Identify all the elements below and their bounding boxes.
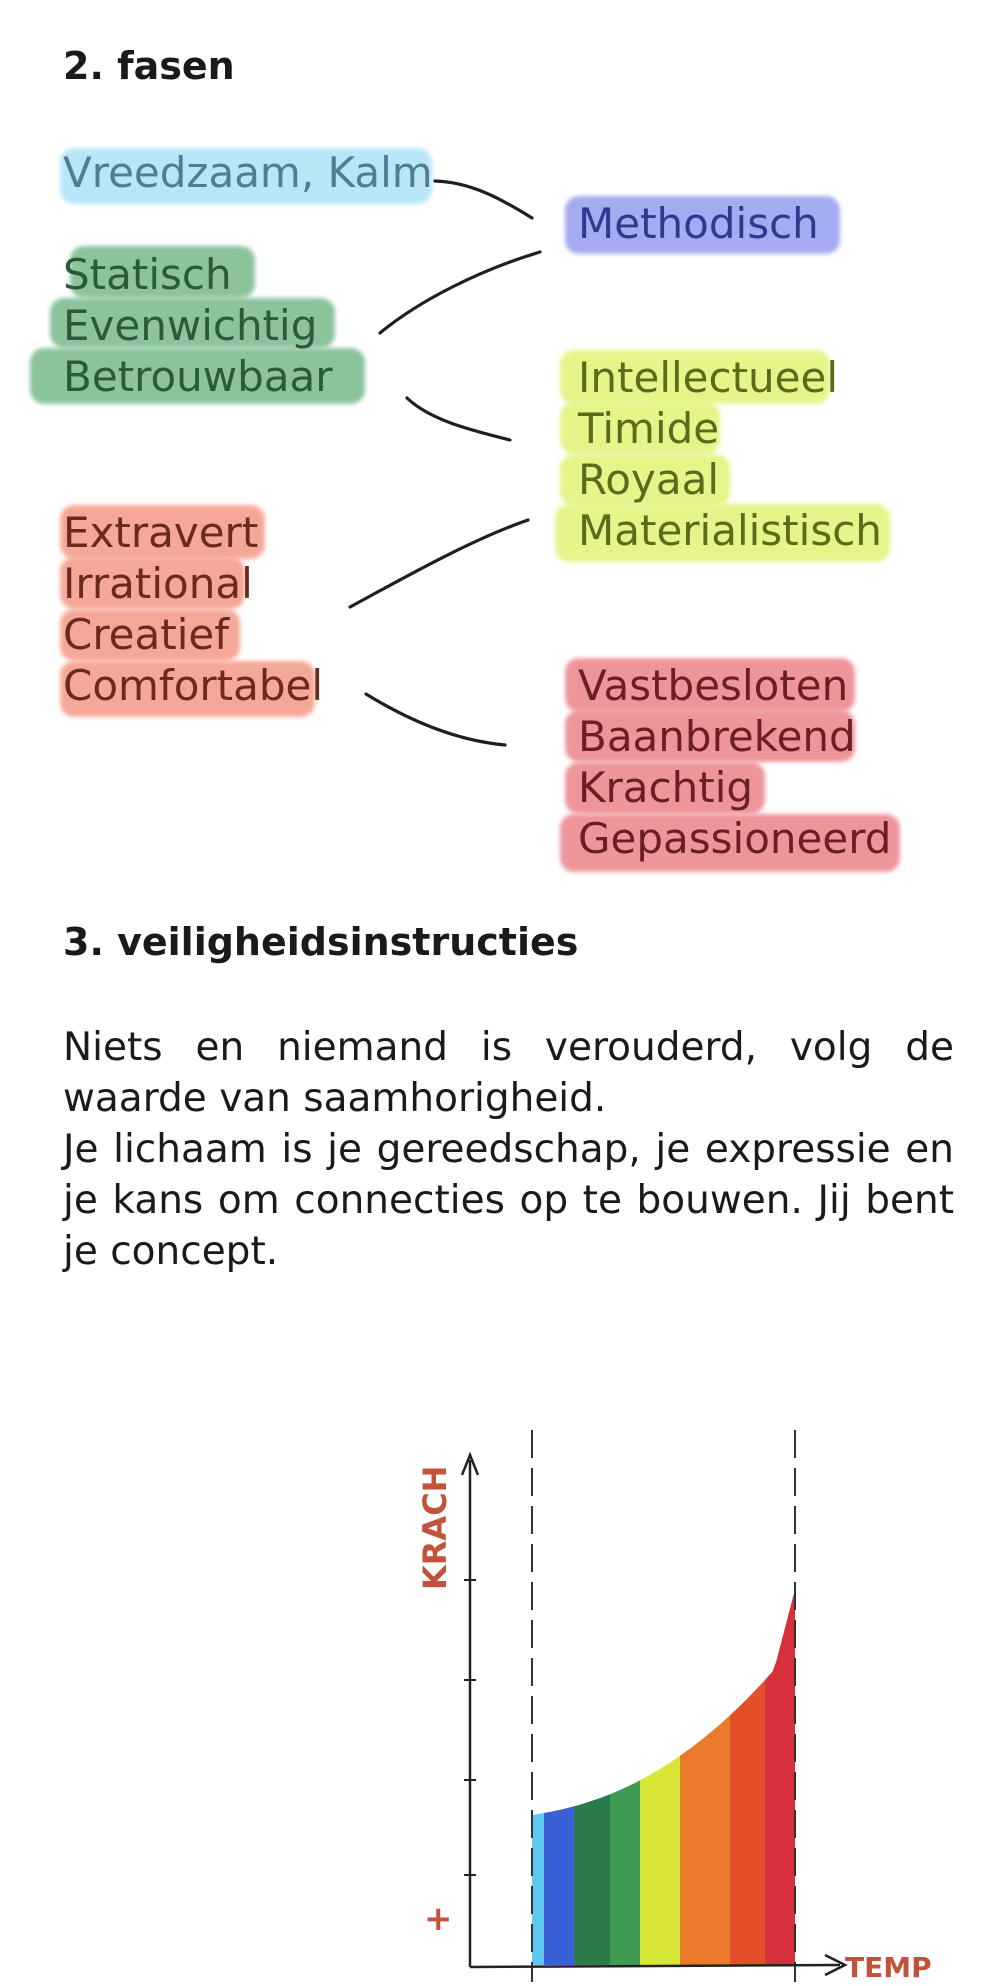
- phase-item: Vreedzaam, Kalm: [63, 148, 433, 197]
- phase-item: Krachtig: [578, 763, 754, 812]
- phase-item: Statisch: [63, 250, 232, 299]
- color-band: [680, 1715, 730, 1965]
- phase-item: Irrational: [63, 559, 253, 608]
- color-band: [765, 1589, 795, 1965]
- section-heading-veiligheidsinstructies: 3. veiligheidsinstructies: [63, 920, 579, 964]
- x-axis: [470, 1965, 840, 1967]
- kracht-temp-sketch: [400, 1425, 1004, 1982]
- color-band: [532, 1813, 544, 1965]
- phase-item: Methodisch: [578, 199, 819, 248]
- phase-item: Timide: [578, 404, 720, 453]
- color-band: [610, 1780, 640, 1965]
- x-axis-label: TEMP: [845, 1951, 932, 1982]
- phase-item: Intellectueel: [578, 353, 839, 402]
- phase-item: Creatief: [63, 610, 230, 659]
- paragraph-1: Niets en niemand is verouderd, volg de waarde van saamhorigheid.: [63, 1025, 954, 1121]
- color-band: [574, 1794, 610, 1965]
- phase-item: Comfortabel: [63, 661, 324, 710]
- section-heading-fasen: 2. fasen: [63, 44, 235, 88]
- color-band: [730, 1680, 765, 1965]
- phase-item: Vastbesloten: [578, 661, 849, 710]
- safety-text: [63, 1022, 954, 1277]
- paragraph-2: Je lichaam is je gereedschap, je expressie en je kans om connecties op te bouwen. Jij bent je concept.: [63, 1127, 954, 1274]
- phase-item: Baanbrekend: [578, 712, 856, 761]
- phase-item: Materialistisch: [578, 506, 882, 555]
- sketch-svg: [400, 1425, 1004, 1982]
- phase-item: Evenwichtig: [63, 301, 318, 350]
- color-band: [640, 1756, 680, 1965]
- color-bands: [532, 1589, 795, 1965]
- phase-item: Royaal: [578, 455, 719, 504]
- phase-item: Extravert: [63, 508, 259, 557]
- plus-marker: +: [424, 1899, 453, 1939]
- phase-connector-lines: [0, 0, 1004, 900]
- color-band: [544, 1806, 574, 1965]
- phase-item: Gepassioneerd: [578, 814, 892, 863]
- phase-item: Betrouwbaar: [63, 352, 333, 401]
- y-axis-label: KRACH: [416, 1465, 454, 1590]
